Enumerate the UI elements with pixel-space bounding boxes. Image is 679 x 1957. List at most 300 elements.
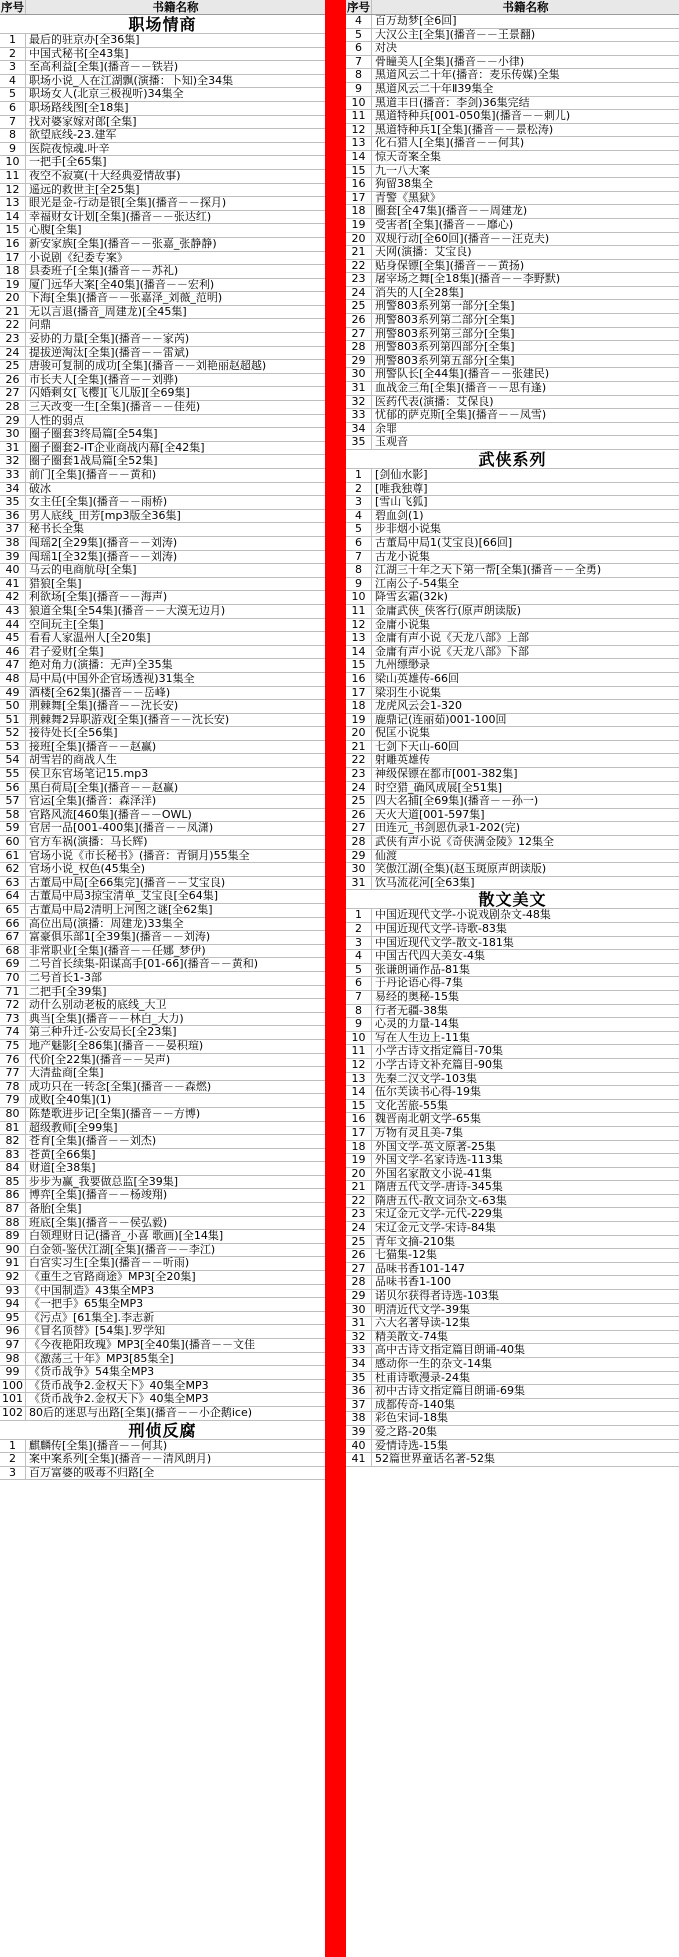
book-title: 接待处长[全56集] <box>29 727 118 740</box>
row-number: 12 <box>346 124 372 137</box>
book-row <box>346 29 679 43</box>
book-row <box>346 977 679 991</box>
book-title: 武侠有声小说《奇侠满金陵》12集全 <box>375 836 554 849</box>
row-number: 18 <box>346 205 372 218</box>
book-row <box>346 1113 679 1127</box>
row-number: 10 <box>346 97 372 110</box>
row-number: 36 <box>346 1385 372 1398</box>
book-row <box>346 273 679 287</box>
book-row <box>346 1141 679 1155</box>
row-number: 24 <box>346 782 372 795</box>
book-row <box>346 909 679 923</box>
row-number: 57 <box>0 795 26 808</box>
book-title: 侯卫东官场笔记15.mp3 <box>29 768 149 781</box>
book-title: 张谦朗诵作品-81集 <box>375 963 470 976</box>
book-title: 绝对角力(演播：无声)全35集 <box>29 659 173 672</box>
book-row <box>346 1344 679 1358</box>
book-row <box>346 809 679 823</box>
book-title: 狗留38集全 <box>375 178 433 191</box>
row-number: 13 <box>346 137 372 150</box>
book-title: 至高利益[全集](播音－－铁岩) <box>29 61 179 74</box>
row-number: 19 <box>346 714 372 727</box>
book-title: 成败[全40集](1) <box>29 1094 112 1107</box>
row-number: 27 <box>346 1263 372 1276</box>
book-title: 四大名捕[全69集](播音－－孙一) <box>375 795 539 808</box>
book-title: 忧郁的萨克斯[全集](播音－－凤雪) <box>375 409 547 422</box>
book-row <box>0 1285 325 1299</box>
row-number: 34 <box>0 483 26 496</box>
book-row <box>0 605 325 619</box>
row-number: 33 <box>0 469 26 482</box>
row-number: 16 <box>346 1113 372 1126</box>
book-title: 古董局中局[全66集完](播音－－艾宝良) <box>29 876 226 889</box>
book-row <box>0 102 325 116</box>
book-title: 九一八大案 <box>375 164 430 177</box>
book-title: 欲望底线-23.建军 <box>29 129 117 142</box>
book-row <box>0 252 325 266</box>
row-number: 86 <box>0 1189 26 1202</box>
book-row <box>0 1026 325 1040</box>
row-number: 31 <box>0 442 26 455</box>
row-number: 31 <box>346 382 372 395</box>
row-number: 10 <box>0 156 26 169</box>
book-title: 职场小说_人在江湖飘(演播：卜知)全34集 <box>29 74 234 87</box>
book-row <box>0 469 325 483</box>
book-row <box>0 1162 325 1176</box>
row-number: 58 <box>0 809 26 822</box>
book-title: 古龙小说集 <box>375 550 430 563</box>
book-row <box>0 61 325 75</box>
row-number: 89 <box>0 1230 26 1243</box>
book-row <box>0 170 325 184</box>
row-number: 34 <box>346 1358 372 1371</box>
book-title: 刑警803系列第二部分[全集] <box>375 314 515 327</box>
book-title: 品味书香1-100 <box>375 1276 451 1289</box>
row-number: 18 <box>346 1141 372 1154</box>
book-row <box>0 333 325 347</box>
row-number: 42 <box>0 591 26 604</box>
row-number: 16 <box>0 238 26 251</box>
book-row <box>0 238 325 252</box>
row-number: 25 <box>0 360 26 373</box>
book-row <box>0 88 325 102</box>
book-row <box>0 945 325 959</box>
row-number: 29 <box>346 850 372 863</box>
book-title: 彩色宋词-18集 <box>375 1412 448 1425</box>
book-title: 二号首长续集-阳谋高手[01-66](播音－－黄和) <box>29 958 259 971</box>
book-row <box>346 578 679 592</box>
book-row <box>346 1372 679 1386</box>
book-title: 圈子圈套1战局篇[全52集] <box>29 455 158 468</box>
book-row <box>0 551 325 565</box>
book-title: 地产魅影[全86集](播音－－晏积瑄) <box>29 1039 204 1052</box>
book-row <box>346 673 679 687</box>
book-row <box>0 999 325 1013</box>
row-number: 65 <box>0 904 26 917</box>
row-number: 29 <box>346 1290 372 1303</box>
book-title: 《污点》[61集全].李志新 <box>29 1311 155 1324</box>
row-number: 97 <box>0 1339 26 1352</box>
row-number: 46 <box>0 646 26 659</box>
row-number: 27 <box>346 822 372 835</box>
book-title: 爱情诗选-15集 <box>375 1439 448 1452</box>
row-number: 43 <box>0 605 26 618</box>
row-number: 15 <box>346 659 372 672</box>
book-row <box>0 319 325 333</box>
book-title: 梁羽生小说集 <box>375 686 441 699</box>
book-title: 动什么别动老板的底线_大卫 <box>29 999 167 1012</box>
book-row <box>0 972 325 986</box>
row-number: 3 <box>0 61 26 74</box>
book-row <box>0 129 325 143</box>
book-row <box>0 782 325 796</box>
book-title: 万物有灵且美-7集 <box>375 1126 463 1139</box>
book-title: 江湖三十年之天下第一帮[全集](播音－－全勇) <box>375 564 602 577</box>
row-number: 23 <box>346 768 372 781</box>
book-title: 仙渡 <box>375 849 397 862</box>
book-title: 无以言退(播音_周建龙)[全45集] <box>29 305 187 318</box>
book-title: 九州缥缈录 <box>375 659 430 672</box>
right-column <box>346 0 679 1467</box>
book-title: 黑道风云二十年(播音：麦乐传媒)全集 <box>375 69 560 82</box>
book-row <box>0 1067 325 1081</box>
book-row <box>346 1453 679 1467</box>
row-number: 5 <box>346 964 372 977</box>
row-number: 84 <box>0 1162 26 1175</box>
row-number: 11 <box>346 1045 372 1058</box>
book-title: 苍育[全集](播音－－刘杰) <box>29 1135 157 1148</box>
row-number: 64 <box>0 890 26 903</box>
row-number: 26 <box>346 809 372 822</box>
book-title: 幸福财女计划[全集](播音－－张达红) <box>29 210 212 223</box>
book-title: 成都传奇-140集 <box>375 1398 455 1411</box>
book-row <box>346 1208 679 1222</box>
book-row <box>0 659 325 673</box>
row-number: 5 <box>346 523 372 536</box>
row-number: 32 <box>346 396 372 409</box>
row-number: 9 <box>0 143 26 156</box>
book-row <box>0 1257 325 1271</box>
row-number: 98 <box>0 1353 26 1366</box>
row-number: 39 <box>346 1426 372 1439</box>
row-number: 4 <box>0 75 26 88</box>
book-row <box>0 958 325 972</box>
book-title: 大汉公主[全集](播音－－王景翻) <box>375 28 536 41</box>
row-number: 14 <box>346 646 372 659</box>
book-row <box>346 110 679 124</box>
row-number: 27 <box>346 328 372 341</box>
row-number: 14 <box>346 151 372 164</box>
book-title: 酒楼[全62集](播音－－岳峰) <box>29 686 171 699</box>
book-row <box>0 877 325 891</box>
book-title: 博弈[全集](播音－－杨竣翔) <box>29 1189 168 1202</box>
book-row <box>346 1304 679 1318</box>
book-title: 余罪 <box>375 422 397 435</box>
book-title: 官场小说《市长秘书》(播音：青铜月)55集全 <box>29 849 250 862</box>
row-number: 17 <box>346 1127 372 1140</box>
book-row <box>0 1380 325 1394</box>
book-row <box>346 205 679 219</box>
book-title: 圈套[全47集](播音－－周建龙) <box>375 205 528 218</box>
book-row <box>346 396 679 410</box>
row-number: 26 <box>0 374 26 387</box>
book-title: 眼光是金-行动是银[全集](播音－－探月) <box>29 197 227 210</box>
row-number: 12 <box>346 619 372 632</box>
book-row <box>346 1440 679 1454</box>
row-number: 75 <box>0 1040 26 1053</box>
row-number: 37 <box>346 1399 372 1412</box>
book-title: 君子爱财[全集] <box>29 645 104 658</box>
book-row <box>0 1013 325 1027</box>
book-title: 财道[全38集] <box>29 1162 96 1175</box>
book-row <box>0 632 325 646</box>
book-title: 医药代表(演播：艾保良) <box>375 395 494 408</box>
book-row <box>346 469 679 483</box>
book-title: 猎狼[全集] <box>29 577 82 590</box>
book-title: 陈楚歌进步记[全集](播音－－方博) <box>29 1107 201 1120</box>
book-row <box>0 75 325 89</box>
book-row <box>0 714 325 728</box>
book-title: 青年文摘-210集 <box>375 1235 455 1248</box>
row-number: 38 <box>346 1412 372 1425</box>
row-number: 21 <box>346 741 372 754</box>
row-number: 77 <box>0 1067 26 1080</box>
book-title: 二号首长1-3部 <box>29 971 102 984</box>
book-title: 对决 <box>375 42 397 55</box>
row-number: 10 <box>346 591 372 604</box>
book-row <box>346 69 679 83</box>
row-number: 83 <box>0 1149 26 1162</box>
book-row <box>346 741 679 755</box>
book-title: 梁山英雄传-66回 <box>375 672 459 685</box>
book-title: 市长夫人[全集](播音－－刘骅) <box>29 373 179 386</box>
row-number: 35 <box>346 1372 372 1385</box>
book-row <box>346 436 679 450</box>
book-title: 刑警队长[全44集](播音－－张建民) <box>375 368 550 381</box>
book-row <box>0 836 325 850</box>
row-number: 36 <box>0 510 26 523</box>
book-title: 看看人家温州人[全20集] <box>29 632 151 645</box>
book-row <box>346 300 679 314</box>
row-number: 19 <box>346 219 372 232</box>
book-title: 金庸有声小说《天龙八部》下部 <box>375 645 529 658</box>
book-row <box>0 754 325 768</box>
row-number: 24 <box>0 347 26 360</box>
book-row <box>346 937 679 951</box>
book-title: 碧血剑(1) <box>375 509 424 522</box>
book-row <box>346 1385 679 1399</box>
row-number: 21 <box>0 306 26 319</box>
row-number: 31 <box>346 877 372 890</box>
section-title: 刑侦反腐 <box>0 1421 325 1440</box>
row-number: 10 <box>346 1032 372 1045</box>
row-number: 35 <box>346 436 372 449</box>
book-row <box>0 496 325 510</box>
book-title: 七剑下天山-60回 <box>375 740 459 753</box>
book-title: 案中案系列[全集](播音－－清风朗月) <box>29 1453 212 1466</box>
book-row <box>0 619 325 633</box>
book-row <box>346 1276 679 1290</box>
row-number: 9 <box>346 83 372 96</box>
book-row <box>346 923 679 937</box>
book-row <box>0 1203 325 1217</box>
book-row <box>0 904 325 918</box>
row-number: 8 <box>0 129 26 142</box>
book-title: 富豪俱乐部1[全39集](播音－－刘涛) <box>29 931 211 944</box>
book-title: 化石猎人[全集](播音－－何其) <box>375 137 525 150</box>
book-row <box>346 1249 679 1263</box>
book-row <box>0 918 325 932</box>
book-row <box>0 564 325 578</box>
row-number: 28 <box>0 401 26 414</box>
book-row <box>0 1094 325 1108</box>
book-row <box>346 1331 679 1345</box>
row-number: 39 <box>0 551 26 564</box>
row-number: 2 <box>0 1453 26 1466</box>
book-row <box>346 632 679 646</box>
row-number: 23 <box>346 1208 372 1221</box>
book-row <box>0 523 325 537</box>
row-number: 95 <box>0 1312 26 1325</box>
book-row <box>0 156 325 170</box>
row-number: 27 <box>0 387 26 400</box>
row-number: 7 <box>346 551 372 564</box>
row-number: 22 <box>346 1195 372 1208</box>
book-row <box>0 537 325 551</box>
left-header-row <box>0 0 325 15</box>
book-title: 下海[全集](播音－－张嘉泽_刘薇_范明) <box>29 292 223 305</box>
row-number: 22 <box>0 319 26 332</box>
row-number: 50 <box>0 700 26 713</box>
book-title: 刑警803系列第三部分[全集] <box>375 327 515 340</box>
book-row <box>0 1353 325 1367</box>
row-number: 45 <box>0 632 26 645</box>
book-title: [雪山飞狐] <box>375 496 428 509</box>
row-number: 93 <box>0 1285 26 1298</box>
red-divider <box>325 0 346 1957</box>
book-row <box>346 1045 679 1059</box>
book-title: 先秦二汉文学-103集 <box>375 1072 477 1085</box>
book-row <box>0 1054 325 1068</box>
book-row <box>0 34 325 48</box>
header-title-label: 书籍名称 <box>152 0 199 14</box>
row-number: 80 <box>0 1108 26 1121</box>
book-row <box>0 863 325 877</box>
book-title: 苍黄[全66集] <box>29 1148 96 1161</box>
book-title: 官方车祸(演播：马长辉) <box>29 836 148 849</box>
book-title: 《货币战争2.金权天下》40集全MP3 <box>29 1379 209 1392</box>
row-number: 3 <box>346 496 372 509</box>
row-number: 28 <box>346 1276 372 1289</box>
book-title: 受害者[全集](播音－－靡心) <box>375 218 514 231</box>
book-row <box>0 1453 325 1467</box>
book-row <box>346 1399 679 1413</box>
book-row <box>346 877 679 891</box>
row-number: 14 <box>0 211 26 224</box>
book-row <box>346 700 679 714</box>
book-title: 男人底线_田芳[mp3版全36集] <box>29 509 181 522</box>
book-row <box>346 964 679 978</box>
book-title: 成功只在一转念[全集](播音－－森燃) <box>29 1080 212 1093</box>
book-row <box>0 1189 325 1203</box>
book-title: 品味书香101-147 <box>375 1262 465 1275</box>
book-row <box>0 360 325 374</box>
book-row <box>346 124 679 138</box>
book-title: 白宫实习生[全集](播音－－听雨) <box>29 1257 190 1270</box>
book-row <box>0 1149 325 1163</box>
book-row <box>0 211 325 225</box>
book-title: 高中古诗文指定篇目朗诵-40集 <box>375 1344 525 1357</box>
row-number: 17 <box>346 687 372 700</box>
row-number: 24 <box>346 1222 372 1235</box>
book-title: 古董局中局2清明上河图之谜[全62集] <box>29 904 213 916</box>
book-row <box>0 1081 325 1095</box>
row-number: 56 <box>0 782 26 795</box>
book-row <box>346 727 679 741</box>
book-row <box>346 246 679 260</box>
book-row <box>346 1236 679 1250</box>
book-row <box>0 347 325 361</box>
book-title: 80后的迷思与出路[全集](播音－－小企鹅ice) <box>29 1406 253 1419</box>
book-title: 天火大道[001-597集] <box>375 808 485 821</box>
row-number: 61 <box>0 850 26 863</box>
book-title: 易经的奥秘-15集 <box>375 990 459 1003</box>
book-title: 麒麟传[全集](播音－－何其) <box>29 1439 168 1452</box>
book-title: 局中局(中国外企官场透视)31集全 <box>29 672 195 685</box>
book-title: 龙虎风云会1-320 <box>375 700 462 713</box>
book-title: 《货币战争2.金权天下》40集全MP3 <box>29 1393 209 1406</box>
book-row <box>0 1467 325 1481</box>
row-number: 82 <box>0 1135 26 1148</box>
row-number: 34 <box>346 423 372 436</box>
row-number: 25 <box>346 300 372 313</box>
row-number: 18 <box>0 265 26 278</box>
book-row <box>0 401 325 415</box>
book-row <box>0 700 325 714</box>
book-title: 接班[全集](播音－－赵赢) <box>29 740 157 753</box>
book-row <box>346 863 679 877</box>
row-number: 70 <box>0 972 26 985</box>
row-number: 23 <box>0 333 26 346</box>
book-row <box>0 387 325 401</box>
book-title: 圈子圈套3终局篇[全54集] <box>29 428 158 441</box>
book-row <box>0 415 325 429</box>
book-title: 金庸小说集 <box>375 618 430 631</box>
book-title: 白领理财日记(播音_小喜 歌画)[全14集] <box>29 1230 224 1243</box>
row-number: 19 <box>0 279 26 292</box>
book-row <box>0 1325 325 1339</box>
book-row <box>346 1358 679 1372</box>
book-title: 《中国制造》43集全MP3 <box>29 1284 155 1297</box>
row-number: 21 <box>346 1181 372 1194</box>
book-row <box>0 292 325 306</box>
book-title: 刑警803系列第五部分[全集] <box>375 354 515 367</box>
book-row <box>0 1312 325 1326</box>
row-number: 30 <box>346 368 372 381</box>
book-title: 找对婆家嫁对郎[全集] <box>29 115 137 128</box>
book-title: 爱之路-20集 <box>375 1425 437 1438</box>
row-number: 87 <box>0 1203 26 1216</box>
row-number: 5 <box>0 88 26 101</box>
book-title: 降雪玄霜(32k) <box>375 591 448 604</box>
section-title: 职场情商 <box>0 15 325 34</box>
book-row <box>0 1122 325 1136</box>
book-title: 一把手[全65集] <box>29 156 107 169</box>
book-title: 新安家族[全集](播音－－张嘉_张静静) <box>29 237 217 250</box>
book-title: 文化苦旅-55集 <box>375 1099 448 1112</box>
book-title: 最后的驻京办[全36集] <box>29 34 140 46</box>
book-title: 人性的弱点 <box>29 414 84 427</box>
